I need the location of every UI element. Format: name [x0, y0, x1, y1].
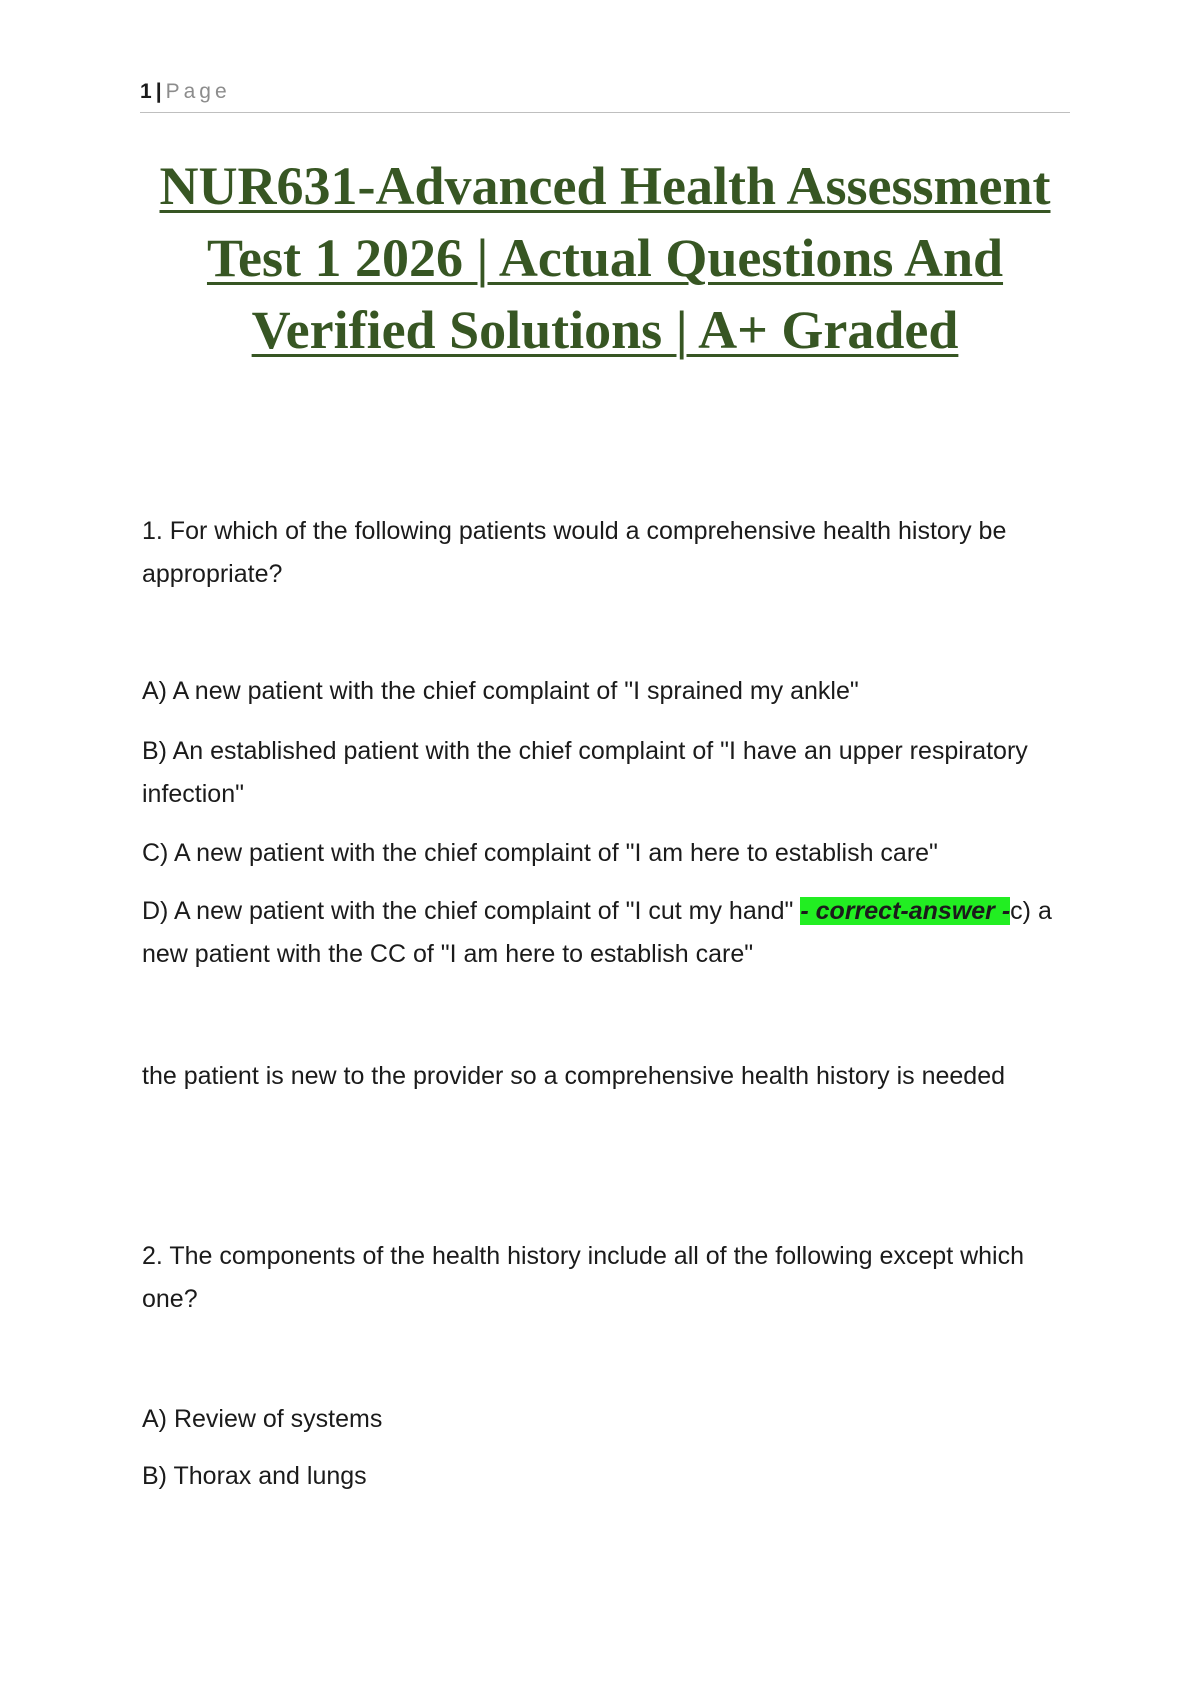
- page-separator: |: [155, 80, 162, 103]
- title-line-2: Test 1 2026 | Actual Questions And: [206, 228, 1004, 288]
- option-d-text: D) A new patient with the chief complaint of "I cut my hand": [142, 897, 801, 925]
- page-header: [140, 80, 1070, 113]
- title-line-3: Verified Solutions | A+ Graded: [251, 300, 959, 360]
- correct-answer-marker: - correct-answer -: [800, 897, 1011, 925]
- question-2-option-b: B) Thorax and lungs: [142, 1462, 367, 1490]
- question-1-text: 1. For which of the following patients would a comprehensive health history be appropriate?: [142, 517, 1007, 588]
- page-label: Page: [165, 80, 231, 103]
- question-1-option-d: [142, 890, 1072, 976]
- question-1-option-a: A) A new patient with the chief complaint of "I sprained my ankle": [142, 677, 859, 705]
- question-2-option-a: A) Review of systems: [142, 1405, 383, 1433]
- question-1-rationale: the patient is new to the provider so a comprehensive health history is needed: [142, 1062, 1006, 1090]
- question-1-option-b: B) An established patient with the chief complaint of "I have an upper respiratory infection": [142, 737, 1028, 808]
- page-number: 1: [140, 80, 152, 103]
- correct-answer-text: c) a new patient with the CC of "I am here to establish care": [142, 897, 1052, 968]
- document-title: [140, 150, 1070, 366]
- title-line-1: NUR631-Advanced Health Assessment: [159, 156, 1051, 216]
- question-2-text: 2. The components of the health history include all of the following except which one?: [142, 1242, 1025, 1313]
- question-1-option-c: C) A new patient with the chief complaint of "I am here to establish care": [142, 839, 938, 867]
